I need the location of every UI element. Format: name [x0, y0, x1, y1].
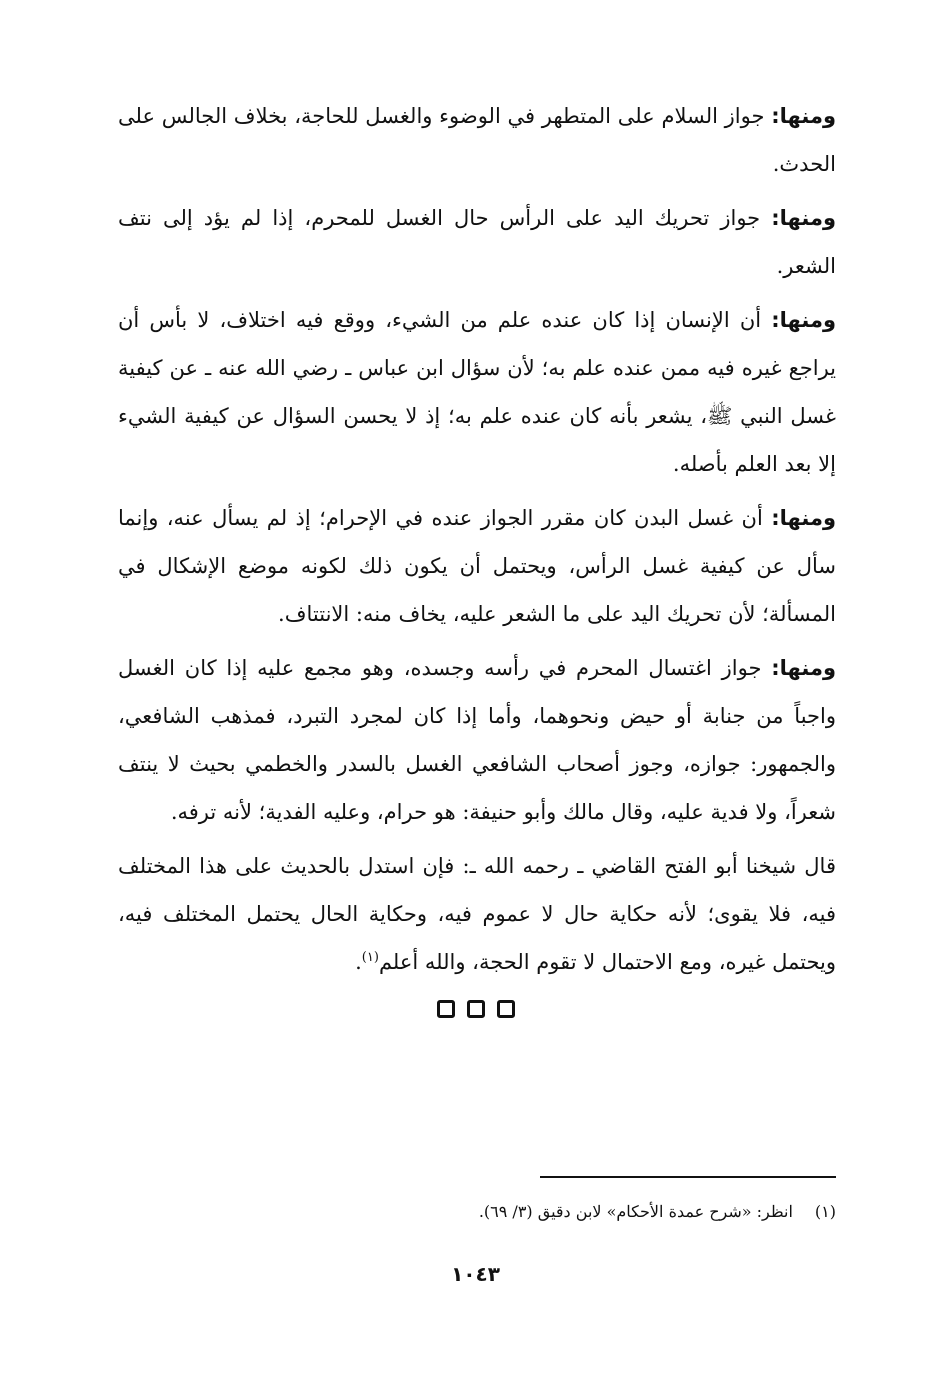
paragraph-lead: ومنها:: [771, 656, 836, 680]
paragraph-lead: ومنها:: [771, 308, 836, 332]
paragraph-4: [118, 494, 836, 638]
closing-end: .: [355, 950, 362, 974]
footnote-text: انظر: «شرح عمدة الأحكام» لابن دقيق (٣/ ٦٩).: [478, 1202, 793, 1221]
paragraph-3: [118, 296, 836, 488]
page-number: ١٠٤٣: [451, 1262, 500, 1286]
paragraph-lead: ومنها:: [771, 104, 836, 128]
paragraph-text: جواز اغتسال المحرم في رأسه وجسده، وهو مجمع عليه إذا كان الغسل واجباً من جنابة أو حيض ونحوهما، وأما إذا كان لمجرد التبرد، فمذهب الشافعي، والجمهور: جوازه، وجوز أصحاب الشافعي الغسل بالسدر والخطمي بحيث لا ينتف شعراً، ولا فدية عليه، وقال مالك وأبو حنيفة: هو حرام، وعليه الفدية؛ لأنه ترفه.: [118, 656, 836, 824]
footnote: [118, 1197, 836, 1227]
paragraph-text: أن غسل البدن كان مقرر الجواز عنده في الإحرام؛ إذ لم يسأل عنه، وإنما سأل عن كيفية غسل الرأس، ويحتمل أن يكون ذلك لكونه موضع الإشكال في المسألة؛ لأن تحريك اليد على ما الشعر عليه، يخاف منه: الانتتاف.: [118, 506, 836, 626]
paragraph-2: [118, 194, 836, 290]
paragraph-lead: ومنها:: [771, 206, 836, 230]
paragraph-text: جواز السلام على المتطهر في الوضوء والغسل للحاجة، بخلاف الجالس على الحدث.: [118, 104, 836, 176]
body-text: [118, 92, 836, 992]
footnote-number: (١): [814, 1202, 836, 1221]
paragraph-1: [118, 92, 836, 188]
footnote-reference: (١): [361, 950, 379, 965]
square-ornament-icon: [467, 1000, 485, 1018]
paragraph-5: [118, 644, 836, 836]
paragraph-text: جواز تحريك اليد على الرأس حال الغسل للمحرم، إذا لم يؤد إلى نتف الشعر.: [118, 206, 836, 278]
square-ornament-icon: [437, 1000, 455, 1018]
paragraph-lead: ومنها:: [771, 506, 836, 530]
section-divider: [0, 1000, 951, 1018]
paragraph-text: أن الإنسان إذا كان عنده علم من الشيء، ووقع فيه اختلاف، لا بأس أن يراجع غيره فيه ممن عنده علم به؛ لأن سؤال ابن عباس ـ رضي الله عنه ـ عن كيفية غسل النبي ﷺ، يشعر بأنه كان عنده علم به؛ إذ لا يحسن السؤال عن كيفية الشيء إلا بعد العلم بأصله.: [118, 308, 836, 476]
square-ornament-icon: [497, 1000, 515, 1018]
closing-paragraph: [118, 842, 836, 986]
closing-text: قال شيخنا أبو الفتح القاضي ـ رحمه الله ـ: فإن استدل بالحديث على هذا المختلف فيه، فلا يقوى؛ لأنه حكاية حال لا عموم فيه، وحكاية الحال يحتمل المختلف فيه، ويحتمل غيره، ومع الاحتمال لا تقوم الحجة، والله أعلم: [118, 854, 836, 974]
footnote-separator: [540, 1176, 836, 1178]
